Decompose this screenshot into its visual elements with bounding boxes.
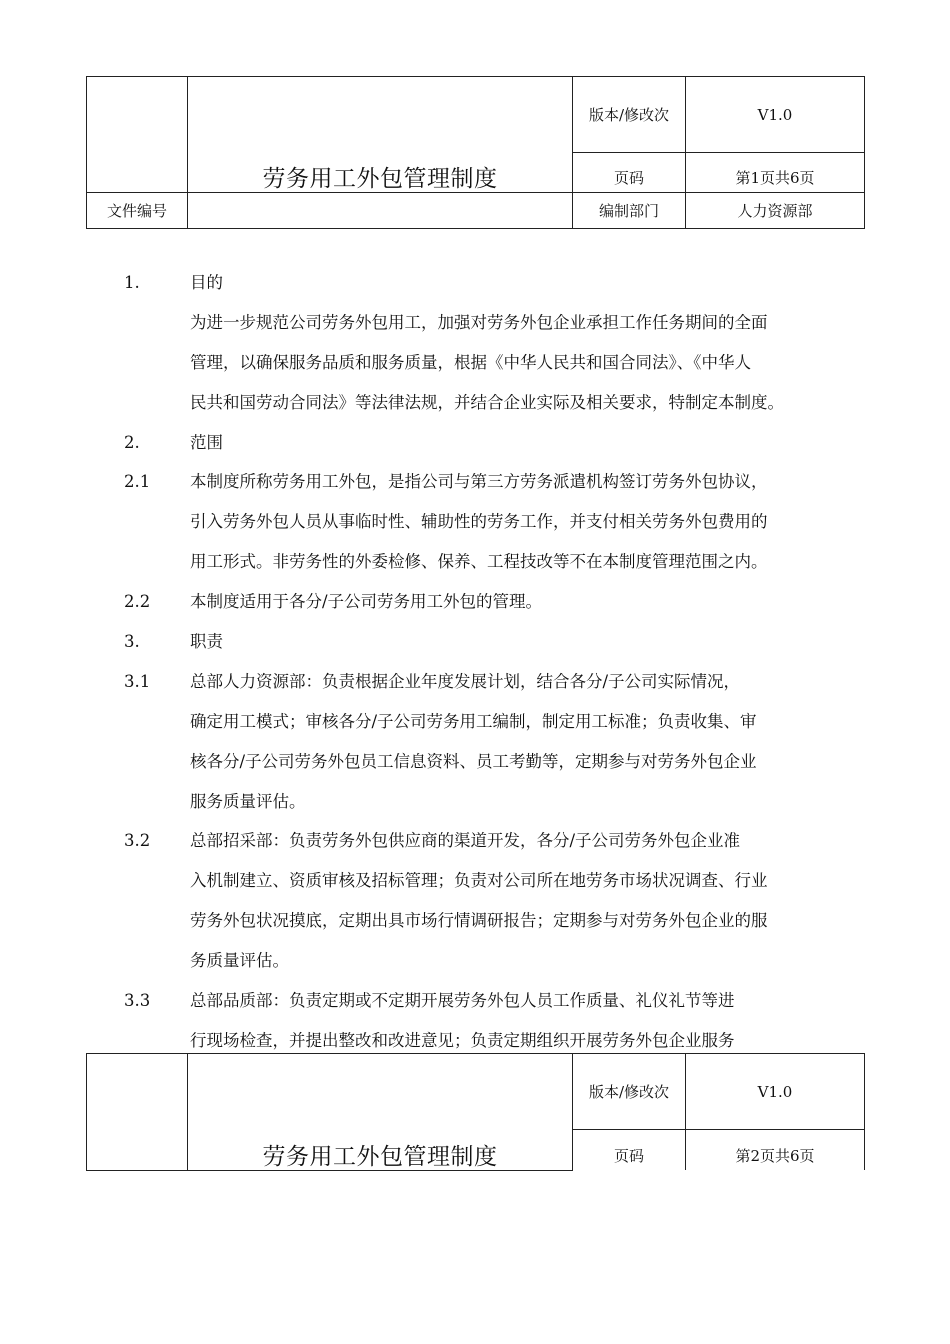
body-line (0, 981, 950, 1021)
body-line (0, 662, 950, 702)
body-line (0, 542, 950, 582)
body-line (0, 462, 950, 502)
version-value: V1.0 (686, 1054, 865, 1130)
dept-value: 人力资源部 (686, 193, 865, 229)
version-label: 版本/修改次 (573, 1054, 686, 1130)
line-text: 行现场检查，并提出整改和改进意见；负责定期组织开展劳务外包企业服务 (190, 1030, 735, 1050)
line-text: 为进一步规范公司劳务外包用工，加强对劳务外包企业承担工作任务期间的全面 (190, 312, 768, 332)
line-text: 总部人力资源部：负责根据企业年度发展计划，结合各分/子公司实际情况， (190, 671, 741, 691)
body-line (0, 502, 950, 542)
body-line (0, 303, 950, 343)
line-text: 入机制建立、资质审核及招标管理；负责对公司所在地劳务市场状况调查、行业 (190, 871, 768, 891)
line-text: 总部招采部：负责劳务外包供应商的渠道开发，各分/子公司劳务外包企业准 (190, 831, 741, 851)
line-text: 本制度所称劳务用工外包，是指公司与第三方劳务派遣机构签订劳务外包协议， (190, 472, 768, 492)
dept-label: 编制部门 (573, 193, 686, 229)
logo-cell (87, 77, 188, 193)
line-text: 核各分/子公司劳务外包员工信息资料、员工考勤等，定期参与对劳务外包企业 (190, 751, 757, 771)
body-line (0, 622, 950, 662)
page1-header-table (86, 76, 865, 229)
line-text: 管理，以确保服务品质和服务质量，根据《中华人民共和国合同法》、《中华人 (190, 352, 751, 372)
title-cell (188, 1054, 573, 1171)
document-title: 劳务用工外包管理制度 (262, 166, 498, 192)
doc-no-label: 文件编号 (87, 193, 188, 229)
line-text: 用工形式。非劳务性的外委检修、保养、工程技改等不在本制度管理范围之内。 (190, 552, 768, 572)
body-line (0, 263, 950, 303)
version-value: V1.0 (686, 77, 865, 153)
line-text: 引入劳务外包人员从事临时性、辅助性的劳务工作，并支付相关劳务外包费用的 (190, 512, 768, 532)
body-line (0, 383, 950, 423)
page2-header-table (86, 1053, 865, 1171)
body-line (0, 582, 950, 622)
line-number: 2.2 (124, 592, 151, 612)
page-value: 第2页共6页 (686, 1130, 865, 1171)
line-text: 民共和国劳动合同法》等法律法规，并结合企业实际及相关要求，特制定本制度。 (190, 392, 784, 412)
body-line (0, 702, 950, 742)
line-text: 本制度适用于各分/子公司劳务用工外包的管理。 (190, 592, 543, 612)
title-cell (188, 77, 573, 193)
page-label: 页码 (573, 153, 686, 193)
line-number: 2.1 (124, 472, 151, 492)
line-number: 3.3 (124, 991, 151, 1011)
page-label: 页码 (573, 1130, 686, 1171)
body-line (0, 941, 950, 981)
line-text: 总部品质部：负责定期或不定期开展劳务外包人员工作质量、礼仪礼节等进 (190, 991, 735, 1011)
line-text: 职责 (190, 632, 223, 652)
body-line (0, 343, 950, 383)
body-line (0, 901, 950, 941)
body-line (0, 423, 950, 463)
line-number: 3.1 (124, 671, 151, 691)
body-line (0, 861, 950, 901)
line-number: 2. (124, 432, 140, 452)
line-number: 3. (124, 632, 140, 652)
line-number: 1. (124, 273, 140, 292)
line-number: 3.2 (124, 831, 151, 851)
page-value: 第1页共6页 (686, 153, 865, 193)
body-line (0, 782, 950, 822)
line-text: 确定用工模式；审核各分/子公司劳务用工编制，制定用工标准；负责收集、审 (190, 711, 757, 731)
line-text: 服务质量评估。 (190, 791, 306, 811)
line-text: 务质量评估。 (190, 951, 289, 971)
body-line (0, 742, 950, 782)
doc-no-value (188, 193, 573, 229)
document-body (0, 263, 950, 1061)
line-text: 范围 (190, 432, 223, 452)
body-line (0, 821, 950, 861)
document-title: 劳务用工外包管理制度 (262, 1143, 498, 1170)
logo-cell (87, 1054, 188, 1171)
line-text: 劳务外包状况摸底，定期出具市场行情调研报告；定期参与对劳务外包企业的服 (190, 911, 768, 931)
line-text: 目的 (190, 273, 223, 292)
version-label: 版本/修改次 (573, 77, 686, 153)
